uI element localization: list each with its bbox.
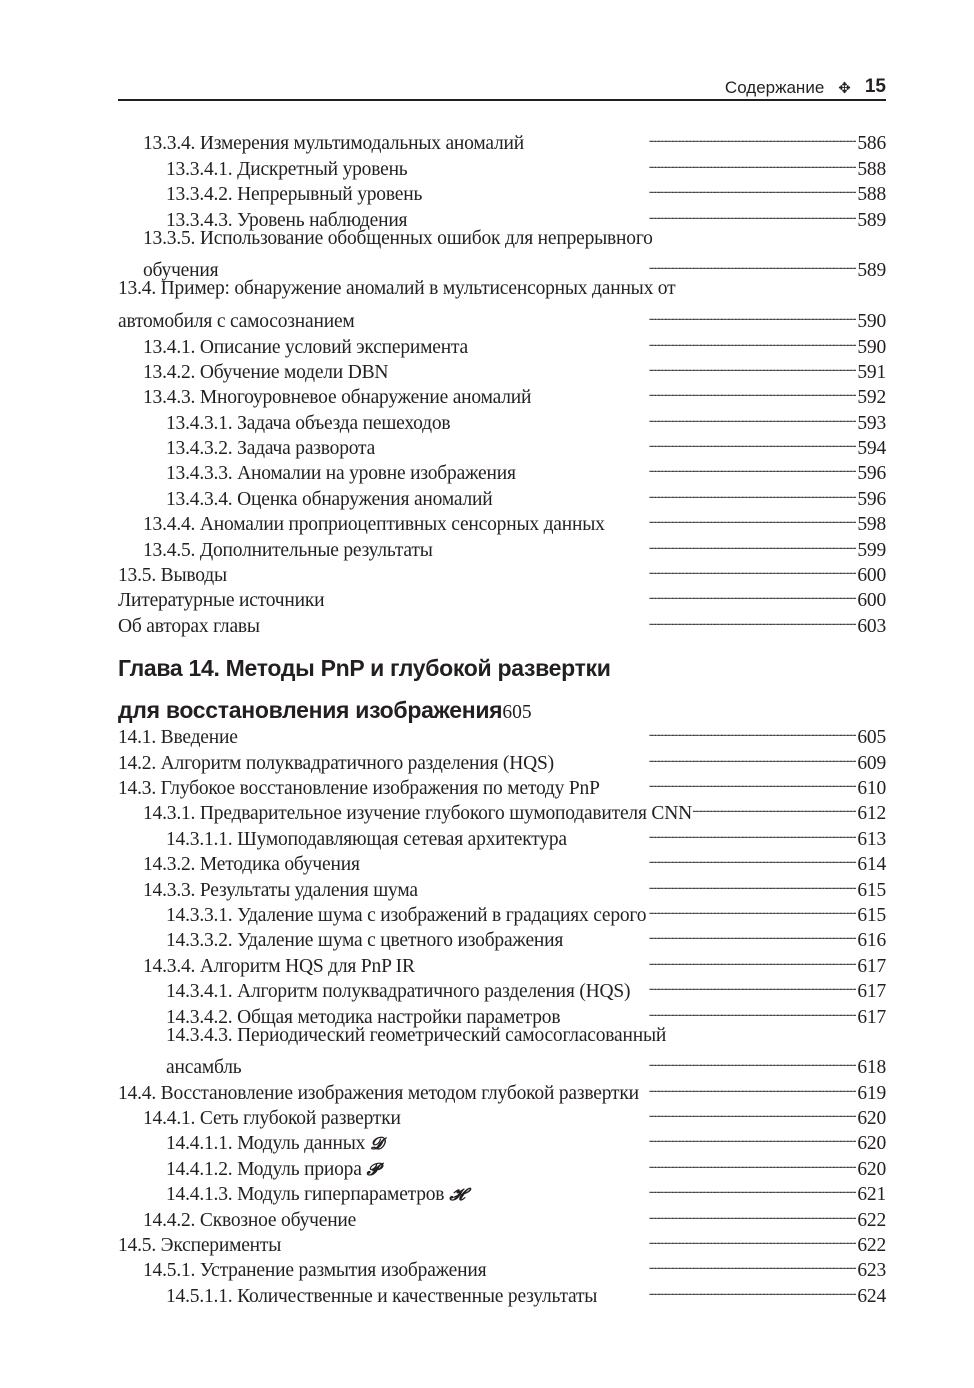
leader-dots <box>219 251 856 276</box>
toc-entry-title: 13.3.4.2. Непрерывный уровень <box>166 184 423 206</box>
toc-entry[interactable] <box>118 302 886 333</box>
toc-entry-page: 613 <box>857 828 886 850</box>
leader-dots <box>517 454 857 479</box>
toc-entry-title: ансамбль <box>166 1057 242 1079</box>
toc-entry-title: 13.4.1. Описание условий эксперимента <box>143 336 468 358</box>
table-of-contents <box>118 124 886 1307</box>
toc-entry-title: 13.5. Выводы <box>118 565 227 587</box>
leader-dots <box>242 1048 856 1073</box>
toc-entry-page: 617 <box>857 981 886 1003</box>
toc-entry[interactable] <box>118 556 886 587</box>
leader-dots <box>693 794 856 819</box>
toc-entry-title: 14.3.3.2. Удаление шума с цветного изображения <box>166 930 564 952</box>
leader-dots <box>228 556 856 581</box>
chapter-title-line2[interactable] <box>118 685 886 723</box>
toc-entry-page: 588 <box>857 158 886 180</box>
leader-dots <box>376 429 856 454</box>
leader-dots <box>465 1175 856 1200</box>
toc-entry-page: 619 <box>857 1082 886 1104</box>
leader-dots <box>564 921 856 946</box>
toc-entry-title: Об авторах главы <box>118 615 260 637</box>
toc-entry-title: 14.4.2. Сквозное обучение <box>143 1209 357 1231</box>
toc-entry-title: 14.3.4. Алгоритм HQS для PnP IR <box>143 955 415 977</box>
leader-dots <box>631 972 856 997</box>
leader-dots <box>239 718 857 743</box>
toc-entry-title: 14.3. Глубокое восстановление изображения по методу PnP <box>118 777 600 799</box>
toc-entry-page: 599 <box>857 539 886 561</box>
toc-entry-title: 13.3.4. Измерения мультимодальных аномалий <box>143 133 524 155</box>
toc-entry-page: 591 <box>857 361 886 383</box>
leader-dots <box>423 175 856 200</box>
leader-dots <box>568 819 856 844</box>
toc-block-chapter-13 <box>118 124 886 637</box>
toc-entry-page: 620 <box>857 1108 886 1130</box>
toc-entry-page: 592 <box>857 387 886 409</box>
toc-entry-page: 600 <box>857 590 886 612</box>
toc-entry-title: 13.4.4. Аномалии проприоцептивных сенсорных данных <box>143 514 605 536</box>
toc-entry-title: 14.4.1. Сеть глубокой развертки <box>143 1108 401 1130</box>
leader-dots <box>647 896 856 921</box>
toc-entry-line1[interactable]: 14.3.4.3. Периодический геометрический самосогласованный <box>166 1024 667 1046</box>
toc-entry-title: 14.4.1.1. Модуль данных <box>166 1133 366 1155</box>
toc-entry-title: 14.4.1.2. Модуль приора <box>166 1158 362 1180</box>
toc-entry-title: 14.3.1. Предварительное изучение глубокого шумоподавителя CNN <box>143 803 692 825</box>
toc-entry-page: 589 <box>857 260 886 282</box>
toc-entry-title: 14.3.4.2. Общая методика настройки параметров <box>166 1006 561 1028</box>
leader-dots <box>325 581 856 606</box>
leader-dots <box>361 845 857 870</box>
toc-entry-page: 615 <box>857 904 886 926</box>
chapter-title-line1[interactable]: Глава 14. Методы PnP и глубокой развертки <box>118 654 611 681</box>
toc-entry[interactable] <box>118 581 886 612</box>
toc-entry-page: 618 <box>857 1057 886 1079</box>
toc-entry-page: 616 <box>857 930 886 952</box>
toc-entry-title: 14.1. Введение <box>118 727 238 749</box>
toc-entry-title: 14.3.1.1. Шумоподавляющая сетевая архитектура <box>166 828 567 850</box>
toc-entry-title: 13.4.3.3. Аномалии на уровне изображения <box>166 463 516 485</box>
leader-dots <box>402 1099 857 1124</box>
running-header-title: Содержание <box>724 78 825 97</box>
toc-entry-page: 624 <box>857 1285 886 1307</box>
leader-dots <box>640 1073 857 1098</box>
toc-entry-page: 621 <box>857 1184 886 1206</box>
toc-entry-title: 14.4. Восстановление изображения методом глубокой развертки <box>118 1082 639 1104</box>
leader-dots <box>487 1251 856 1276</box>
toc-entry-title: 13.4.2. Обучение модели DBN <box>143 361 389 383</box>
toc-entry-page: 614 <box>857 854 886 876</box>
toc-entry-title: 13.4.3.4. Оценка обнаружения аномалий <box>166 488 493 510</box>
toc-entry-title: 13.4.3. Многоуровневое обнаружение аномалий <box>143 387 532 409</box>
toc-entry-page: 620 <box>857 1158 886 1180</box>
leader-dots <box>601 769 857 794</box>
toc-entry-title: автомобиля с самосознанием <box>118 311 355 333</box>
leader-dots <box>606 505 857 530</box>
toc-entry-page: 617 <box>857 1006 886 1028</box>
chapter-page: 605 <box>502 701 532 723</box>
leader-dots <box>416 946 857 971</box>
leader-dots <box>598 1276 856 1301</box>
leader-dots <box>434 530 857 555</box>
running-header <box>118 70 886 98</box>
leader-dots <box>357 1200 856 1225</box>
toc-entry-page: 603 <box>857 615 886 637</box>
toc-entry-page: 596 <box>857 463 886 485</box>
toc-entry-page: 600 <box>857 565 886 587</box>
chapter-title-text: для восстановления изображения <box>118 696 503 723</box>
toc-entry-title: 13.4.3.2. Задача разворота <box>166 438 376 460</box>
page-number: 15 <box>864 76 886 97</box>
toc-entry-title: 14.5.1. Устранение размытия изображения <box>143 1260 487 1282</box>
leader-dots <box>380 1149 857 1174</box>
leader-dots <box>532 378 856 403</box>
toc-entry-title: 13.4.5. Дополнительные результаты <box>143 539 433 561</box>
toc-block-chapter-14 <box>118 718 886 1307</box>
toc-entry-page: 590 <box>857 336 886 358</box>
toc-entry-page: 586 <box>857 133 886 155</box>
toc-entry-title: 14.4.1.3. Модуль гиперпараметров <box>166 1184 445 1206</box>
toc-entry-page: 596 <box>857 488 886 510</box>
ornament-icon: ✥ <box>838 80 851 97</box>
leader-dots <box>419 870 857 895</box>
math-symbol: 𝓓 <box>370 1134 384 1155</box>
toc-entry-page: 590 <box>857 311 886 333</box>
leader-dots <box>561 997 856 1022</box>
leader-dots <box>451 403 856 428</box>
leader-dots <box>282 1226 856 1251</box>
toc-entry-page: 609 <box>857 752 886 774</box>
toc-entry-page: 612 <box>857 803 886 825</box>
toc-entry-title: 13.3.4.1. Дискретный уровень <box>166 158 408 180</box>
toc-entry-page: 589 <box>857 209 886 231</box>
leader-dots <box>493 479 856 504</box>
leader-dots <box>409 149 857 174</box>
toc-entry-page: 622 <box>857 1235 886 1257</box>
toc-entry-page: 623 <box>857 1260 886 1282</box>
toc-entry-page: 594 <box>857 438 886 460</box>
math-symbol: 𝓟 <box>366 1159 379 1180</box>
toc-entry-page: 617 <box>857 955 886 977</box>
toc-entry-title: 14.3.3.1. Удаление шума с изображений в градациях серого <box>166 904 647 926</box>
leader-dots <box>389 353 856 378</box>
toc-entry-line1[interactable]: 13.3.5. Использование обобщенных ошибок для непрерывного <box>143 227 653 249</box>
toc-entry-title: 14.5. Эксперименты <box>118 1235 282 1257</box>
toc-entry[interactable] <box>118 124 886 155</box>
toc-entry-title: обучения <box>143 260 219 282</box>
toc-entry-title: 14.2. Алгоритм полуквадратичного разделения (HQS) <box>118 752 554 774</box>
toc-entry-page: 588 <box>857 184 886 206</box>
leader-dots <box>384 1124 856 1149</box>
toc-entry-page: 615 <box>857 879 886 901</box>
toc-entry[interactable] <box>118 1048 886 1079</box>
toc-entry-line1[interactable]: 13.4. Пример: обнаружение аномалий в мультисенсорных данных от <box>118 278 676 300</box>
toc-entry-title: 13.4.3.1. Задача объезда пешеходов <box>166 412 451 434</box>
math-symbol: 𝓗 <box>449 1185 465 1206</box>
leader-dots <box>555 743 856 768</box>
toc-entry-title: 14.3.4.1. Алгоритм полуквадратичного разделения (HQS) <box>166 981 631 1003</box>
toc-entry-page: 620 <box>857 1133 886 1155</box>
leader-dots <box>408 200 856 225</box>
toc-entry-title: 14.5.1.1. Количественные и качественные результаты <box>166 1285 598 1307</box>
toc-entry[interactable] <box>118 251 886 282</box>
toc-entry-title: 14.3.3. Результаты удаления шума <box>143 879 418 901</box>
toc-entry-page: 610 <box>857 777 886 799</box>
toc-entry-page: 605 <box>857 727 886 749</box>
leader-dots <box>469 327 856 352</box>
toc-entry-page: 622 <box>857 1209 886 1231</box>
leader-dots <box>261 606 857 631</box>
toc-entry-title: Литературные источники <box>118 590 325 612</box>
toc-entry-title: 14.3.2. Методика обучения <box>143 854 360 876</box>
leader-dots <box>525 124 856 149</box>
toc-entry-title: 13.3.4.3. Уровень наблюдения <box>166 209 408 231</box>
leader-dots <box>356 302 857 327</box>
header-rule <box>118 99 886 101</box>
toc-entry-page: 598 <box>857 514 886 536</box>
toc-entry-page: 593 <box>857 412 886 434</box>
